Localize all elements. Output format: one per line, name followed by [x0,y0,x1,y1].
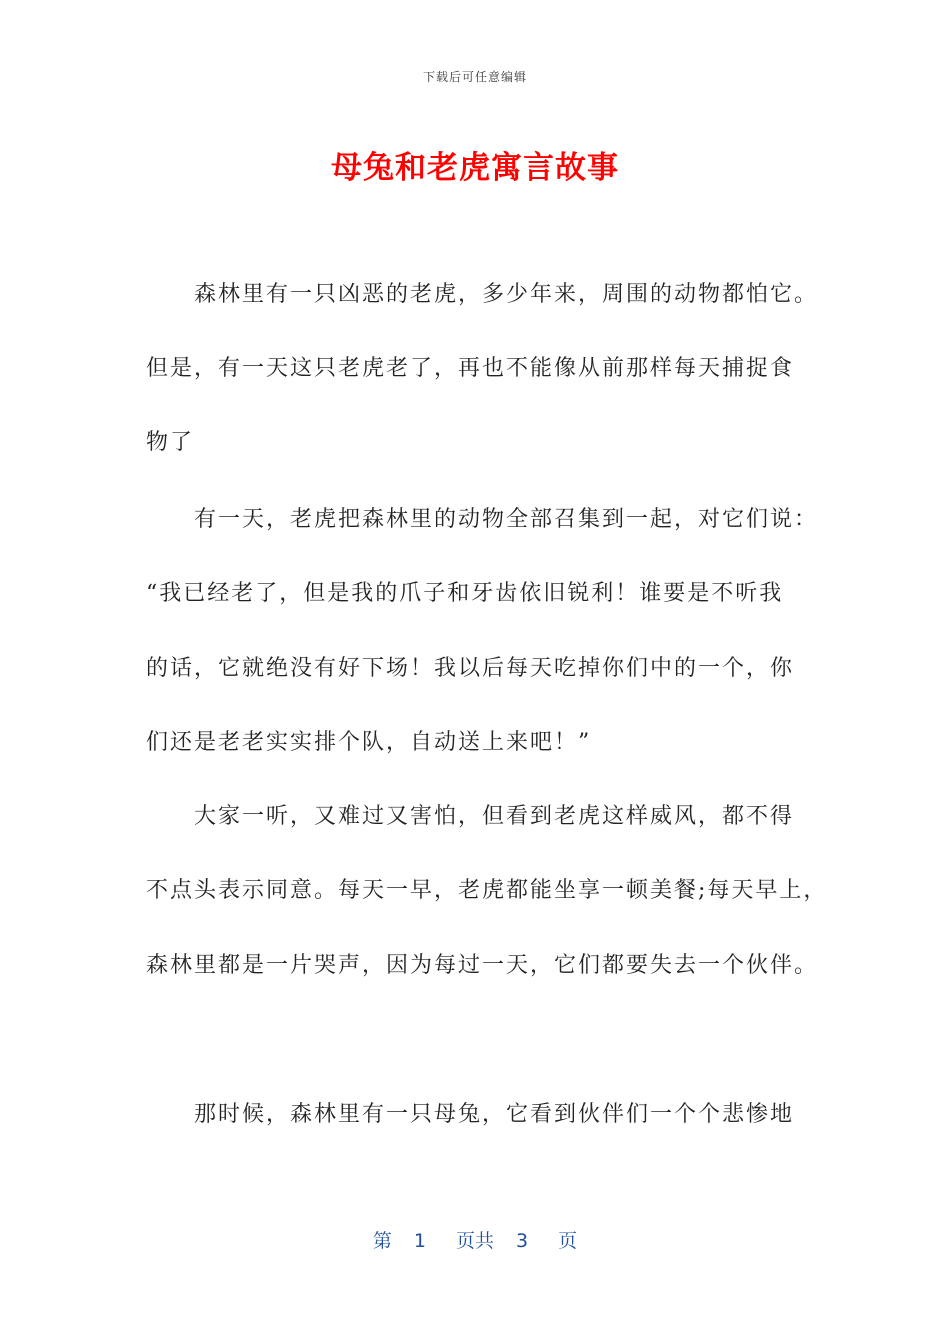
paragraph-line: 森林里都是一片哭声，因为每过一天，它们都要失去一个伙伴。 [146,953,819,978]
paragraph-line: 物了 [146,430,195,455]
paragraph-line: 的话，它就绝没有好下场！我以后每天吃掉你们中的一个，你 [146,656,795,681]
paragraph-line: 但是，有一天这只老虎老了，再也不能像从前那样每天捕捉食 [146,356,795,381]
paragraph-line: 不点头表示同意。每天一早，老虎都能坐享一顿美餐;每天早上， [146,878,828,903]
page-number: 1 [413,1230,426,1252]
paragraph-line: 们还是老老实实排个队，自动送上来吧！” [146,730,592,755]
page-prefix: 第 [372,1230,392,1252]
paragraph-line: “我已经老了，但是我的爪子和牙齿依旧锐利！谁要是不听我 [146,581,784,606]
page-total: 3 [516,1230,529,1252]
document-title: 母兔和老虎寓言故事 [331,150,619,186]
page-mid: 页共 [455,1230,494,1252]
page-footer [0,1226,950,1253]
paragraph-line: 森林里有一只凶恶的老虎，多少年来，周围的动物都怕它。 [194,282,819,307]
header-note: 下载后可任意编辑 [422,70,527,84]
paragraph-line: 有一天，老虎把森林里的动物全部召集到一起，对它们说： [194,507,819,532]
paragraph-line: 大家一听，又难过又害怕，但看到老虎这样威风，都不得 [194,804,795,829]
paragraph-line: 那时候，森林里有一只母兔，它看到伙伴们一个个悲惨地 [194,1102,795,1127]
page-suffix: 页 [558,1230,578,1252]
